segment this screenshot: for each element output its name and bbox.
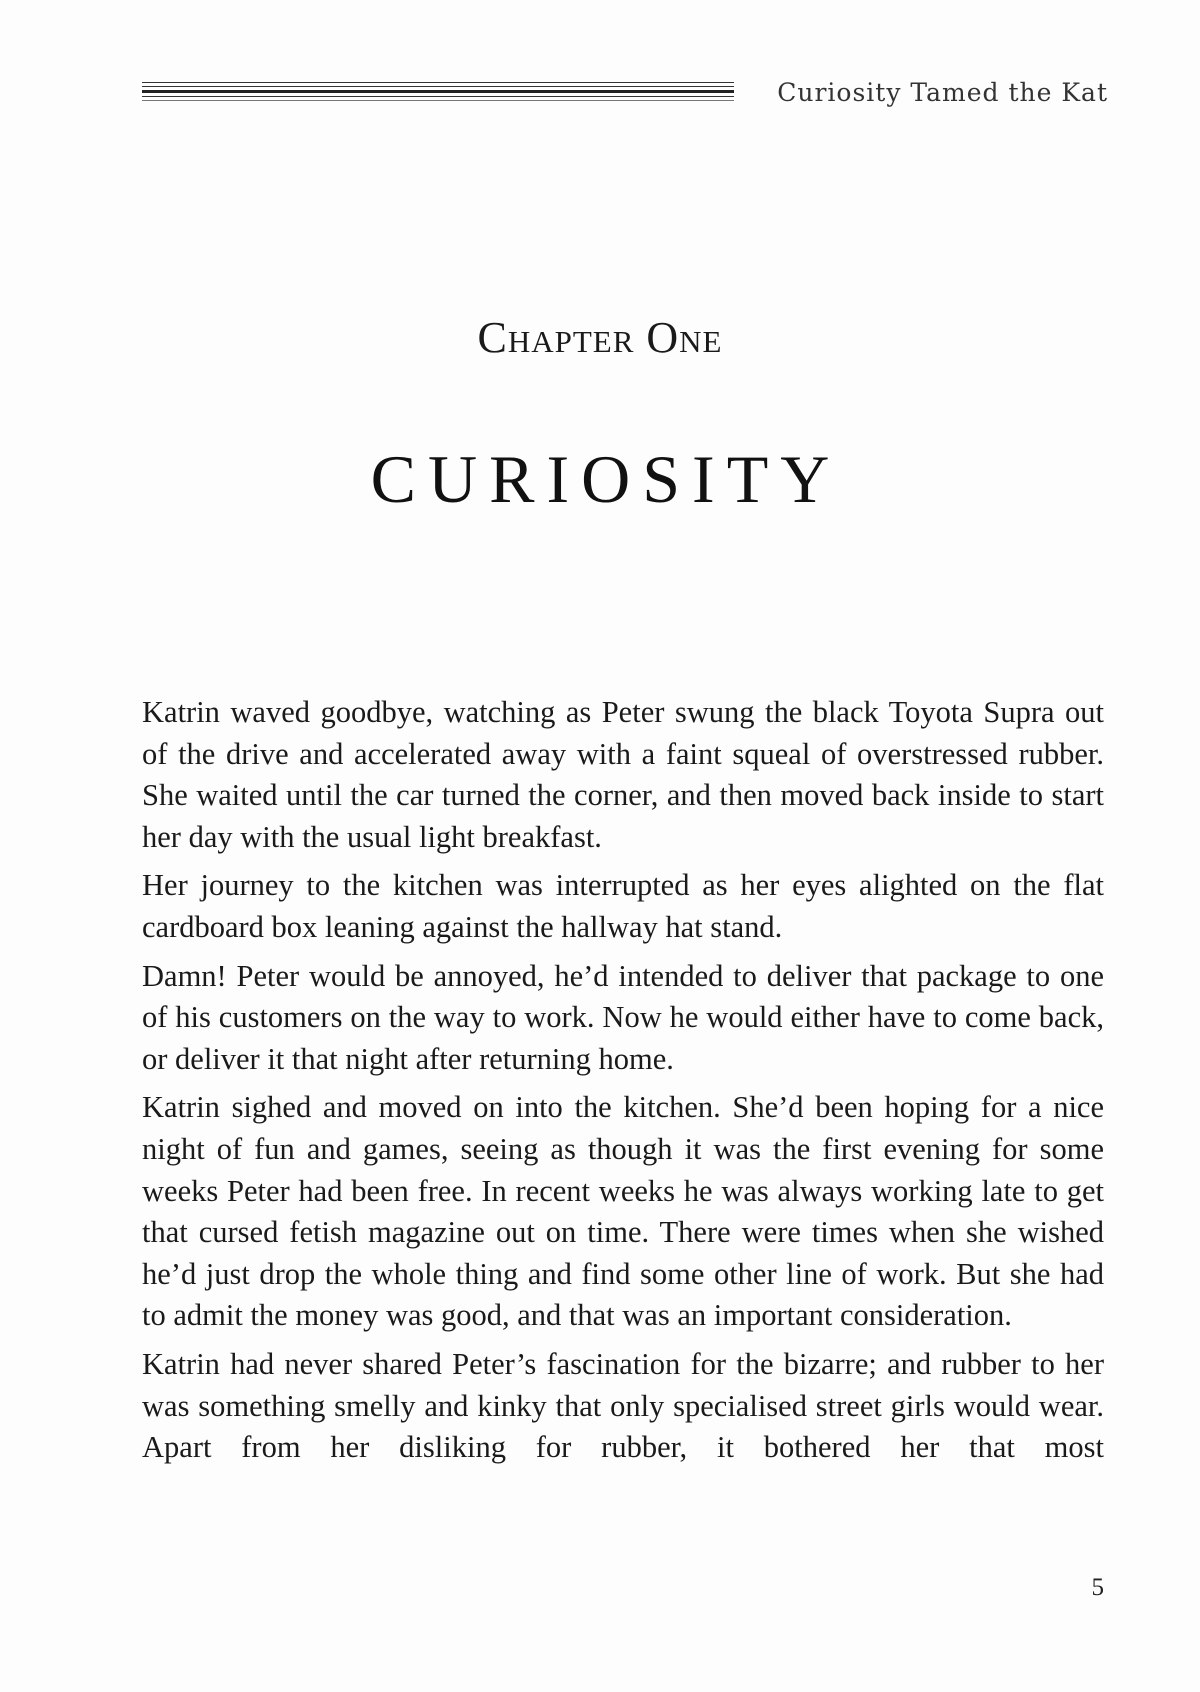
paragraph: Her journey to the kitchen was interrupted as her eyes alighted on the flat cardboard box leaning against the hallway hat stand. [142, 868, 1104, 944]
paragraph: Katrin waved goodbye, watching as Peter swung the black Toyota Supra out of the drive and accelerated away with a faint squeal of overstressed rubber. She waited until the car turned the corner, and then moved back inside to start her day with the usual light breakfast. [142, 695, 1104, 854]
chapter-label: Chapter One [477, 313, 723, 362]
paragraph: Katrin had never shared Peter’s fascination for the bizarre; and rubber to her was something smelly and kinky that only specialised street girls would wear. Apart from her disliking for rubber, it bothered her that most [142, 1346, 1104, 1465]
header-ornamental-rule [142, 82, 734, 104]
running-header [142, 78, 1108, 118]
paragraph: Katrin sighed and moved on into the kitchen. She’d been hoping for a nice night of fun and games, seeing as though it was the first evening for some weeks Peter had been free. In recent weeks he was always working late to get that cursed fetish magazine out on time. There were times when she wished he’d just drop the whole thing and find some other line of work. But she had to admit the money was good, and that was an important consideration. [142, 1090, 1104, 1333]
chapter-title: CURIOSITY [370, 441, 842, 517]
page-number: 5 [1091, 1574, 1104, 1601]
paragraph: Damn! Peter would be annoyed, he’d intended to deliver that package to one of his customers on the way to work. Now he would either have to come back, or deliver it that night after returning home. [142, 958, 1104, 1076]
running-header-title: Curiosity Tamed the Kat [777, 78, 1108, 107]
body-text [142, 692, 1104, 1476]
